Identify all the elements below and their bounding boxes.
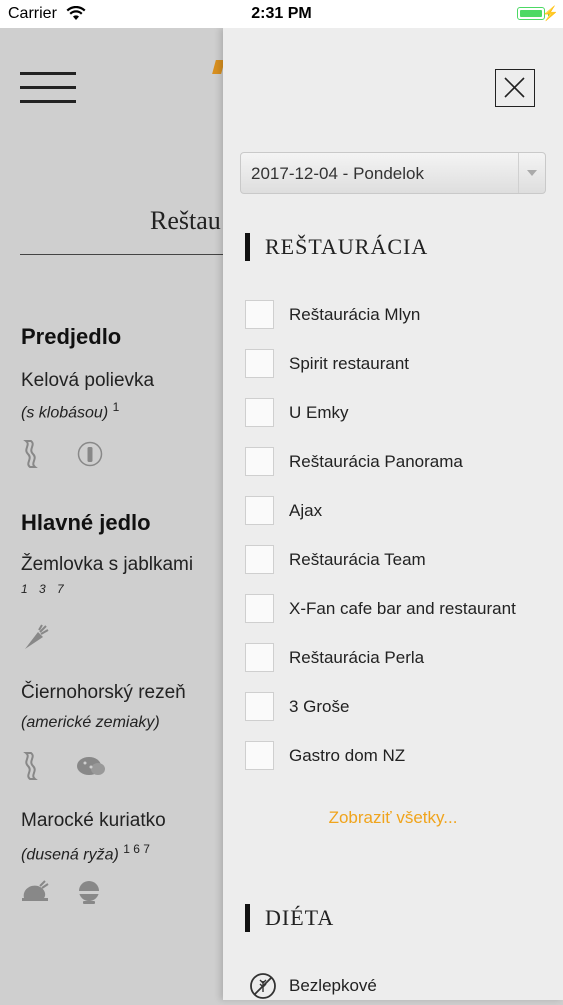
restaurant-option-label: Reštaurácia Perla (289, 648, 425, 667)
checkbox[interactable] (245, 496, 274, 525)
dish-side-text: (s klobásou) (21, 404, 109, 422)
chevron-down-icon (527, 170, 537, 176)
hamburger-menu-icon[interactable] (20, 72, 76, 108)
checkbox[interactable] (245, 300, 274, 329)
restaurant-option[interactable] (245, 447, 555, 477)
dish-name: Kelová polievka (21, 370, 155, 391)
filter-drawer (223, 28, 563, 1000)
chicken-icon (20, 880, 50, 906)
potato-icon (76, 754, 106, 780)
restaurant-option[interactable] (245, 496, 555, 526)
restaurant-option[interactable] (245, 643, 555, 673)
checkbox[interactable] (245, 643, 274, 672)
close-button[interactable] (495, 69, 535, 107)
dish-allergens: 1 6 7 (123, 842, 150, 856)
date-select[interactable] (240, 152, 546, 194)
section-title: Predjedlo (21, 324, 122, 349)
rice-bowl-icon (76, 880, 102, 906)
restaurant-option[interactable] (245, 349, 555, 379)
dish-name: Čiernohorský rezeň (21, 682, 186, 703)
dish-side-text: (dusená ryža) (21, 846, 119, 864)
checkbox[interactable] (245, 447, 274, 476)
info-bottle-icon (77, 441, 103, 467)
checkbox[interactable] (245, 594, 274, 623)
carrier-label: Carrier (8, 5, 57, 22)
checkbox[interactable] (245, 692, 274, 721)
restaurant-option-label: Reštaurácia Panorama (289, 452, 463, 471)
dish-allergens: 1 (112, 400, 120, 414)
restaurant-option[interactable] (245, 741, 555, 771)
restaurant-option-label: Reštaurácia Team (289, 550, 426, 569)
clock: 2:31 PM (251, 5, 312, 22)
restaurant-option-label: Ajax (289, 501, 323, 520)
checkbox[interactable] (245, 398, 274, 427)
restaurant-option-label: Reštaurácia Mlyn (289, 305, 421, 324)
date-select-value: 2017-12-04 - Pondelok (251, 164, 424, 183)
dish-side (21, 842, 150, 864)
section-marker (245, 233, 250, 261)
restaurant-option[interactable] (245, 545, 555, 575)
show-all-link[interactable]: Zobraziť všetky... (328, 808, 458, 827)
restaurant-option-label: 3 Groše (289, 697, 350, 716)
checkbox[interactable] (245, 349, 274, 378)
restaurant-option-label: U Emky (289, 403, 349, 422)
dish-side: (americké zemiaky) (21, 714, 160, 731)
restaurant-option[interactable] (245, 692, 555, 722)
section-marker (245, 904, 250, 932)
diet-section-title: DIÉTA (265, 905, 335, 930)
dish-allergens: 1 3 7 (21, 582, 68, 596)
section-title: Hlavné jedlo (21, 510, 151, 535)
dish-side (21, 400, 119, 422)
restaurant-option[interactable] (245, 398, 555, 428)
restaurant-option-label: Gastro dom NZ (289, 746, 406, 765)
checkbox[interactable] (245, 741, 274, 770)
restaurant-option-label: Spirit restaurant (289, 354, 409, 373)
carrot-icon (22, 624, 48, 650)
diet-option[interactable] (249, 972, 549, 1000)
checkbox[interactable] (245, 545, 274, 574)
status-bar (0, 0, 563, 28)
diet-option-label: Bezlepkové (289, 976, 377, 995)
dropdown-toggle[interactable] (518, 153, 545, 193)
gluten-free-icon (249, 972, 277, 1005)
dish-name: Žemlovka s jablkami (21, 554, 194, 575)
restaurant-option[interactable] (245, 594, 555, 624)
charging-icon: ⚡ (541, 5, 559, 21)
battery-level (520, 10, 542, 17)
bacon-icon (22, 752, 48, 778)
bacon-icon (22, 440, 48, 466)
restaurant-option-label: X-Fan cafe bar and restaurant (289, 599, 516, 618)
dish-name: Marocké kuriatko (21, 810, 166, 831)
close-icon (496, 70, 533, 105)
restaurant-option[interactable] (245, 300, 555, 330)
restaurant-title: Reštau (150, 206, 221, 235)
restaurant-section-title: REŠTAURÁCIA (265, 234, 429, 259)
